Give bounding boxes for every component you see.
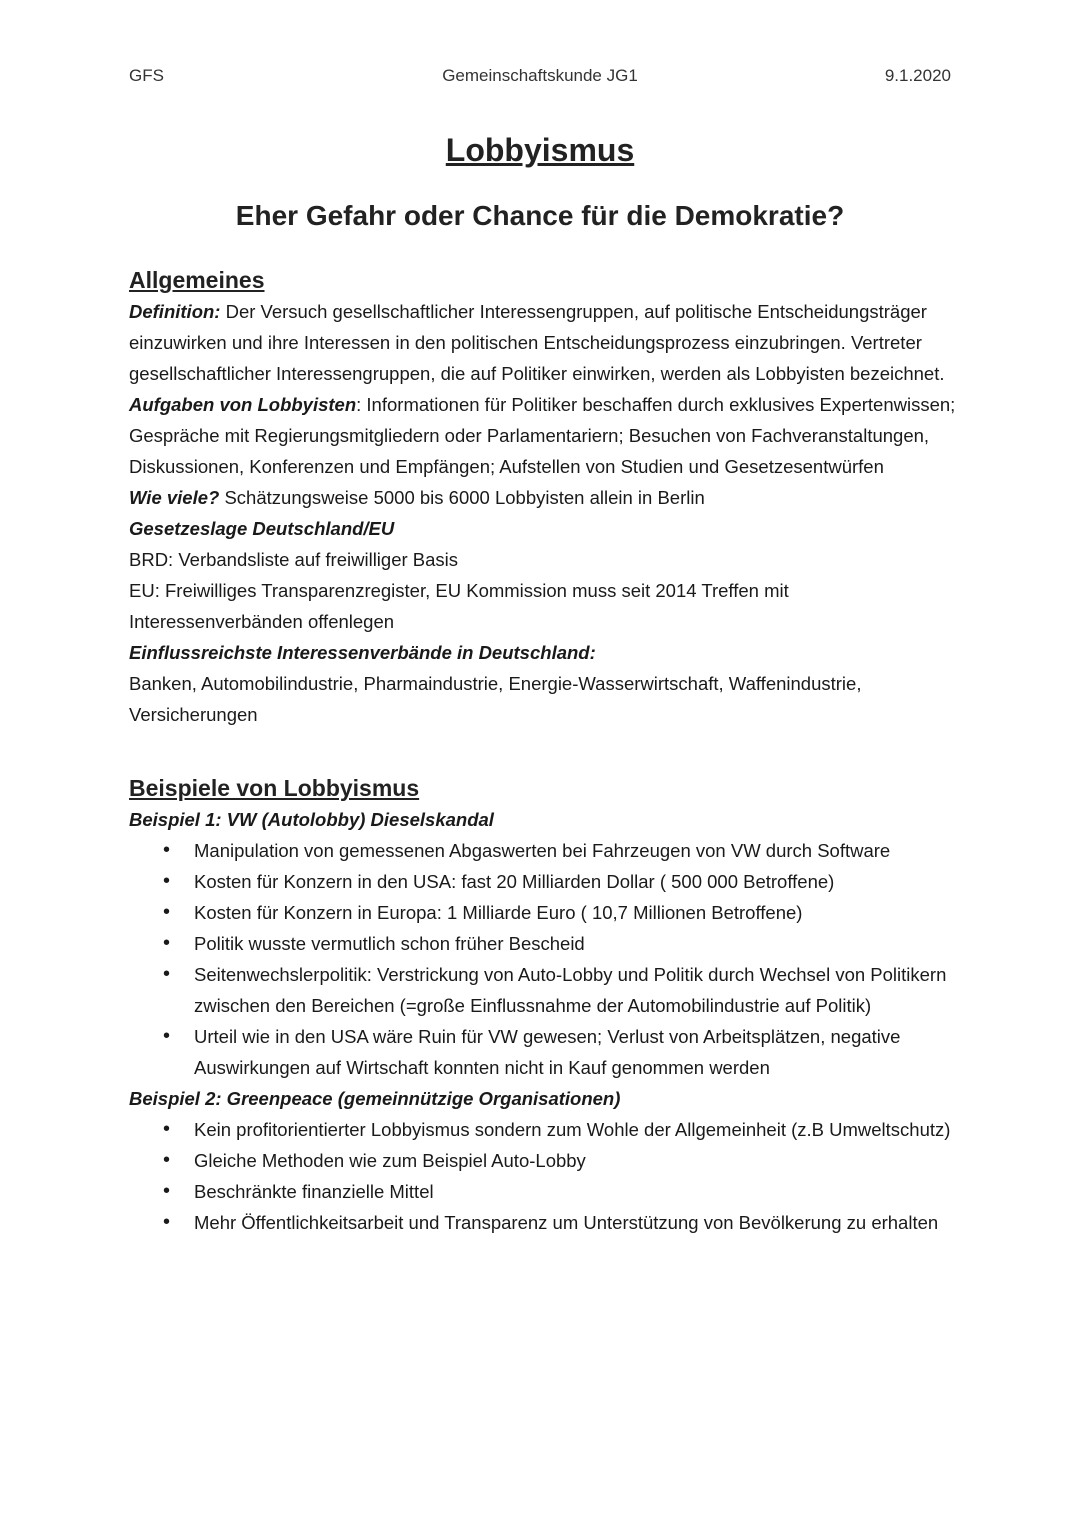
- einfluss-text: Banken, Automobilindustrie, Pharmaindustrie, Energie-Wasserwirtschaft, Waffenindustrie, Versicherungen: [129, 673, 862, 725]
- page-header: [129, 66, 951, 90]
- beispiel1-list: [129, 835, 959, 1083]
- wie-viele-label: Wie viele?: [129, 487, 220, 508]
- aufgaben-text: : Informationen für Politiker beschaffen durch exklusives Expertenwissen; Gespräche mit Regierungsmitgliedern oder Parlamentariern; Besuchen von Fachveranstaltungen, Diskussionen, Konferenzen und Empfängen; Aufstellen von Studien und Gesetzesentwürfen: [129, 394, 956, 477]
- list-item: • Manipulation von gemessenen Abgaswerten bei Fahrzeugen von VW durch Software: [194, 835, 959, 866]
- wie-viele-paragraph: [129, 482, 959, 513]
- list-item: • Kosten für Konzern in Europa: 1 Milliarde Euro ( 10,7 Millionen Betroffene): [194, 897, 959, 928]
- definition-label: Definition:: [129, 301, 221, 322]
- beispiel2-list: [129, 1114, 959, 1238]
- section-spacer: [129, 730, 959, 772]
- beispiel1-label: Beispiel 1: VW (Autolobby) Dieselskandal: [129, 809, 494, 830]
- document-body: [129, 264, 959, 1238]
- beispiel2-label: Beispiel 2: Greenpeace (gemeinnützige Organisationen): [129, 1088, 621, 1109]
- page-subtitle: Eher Gefahr oder Chance für die Demokratie?: [235, 200, 845, 231]
- header-date: 9.1.2020: [884, 66, 951, 85]
- einfluss-label: Einflussreichste Interessenverbände in Deutschland:: [129, 642, 596, 663]
- list-item: • Kosten für Konzern in den USA: fast 20 Milliarden Dollar ( 500 000 Betroffene): [194, 866, 959, 897]
- section-heading-beispiele: Beispiele von Lobbyismus: [129, 775, 420, 801]
- wie-viele-text: Schätzungsweise 5000 bis 6000 Lobbyisten allein in Berlin: [219, 487, 705, 508]
- header-left: GFS: [129, 66, 164, 85]
- section-heading-allgemeines: Allgemeines: [129, 267, 265, 293]
- list-item: • Beschränkte finanzielle Mittel: [194, 1176, 959, 1207]
- aufgaben-label: Aufgaben von Lobbyisten: [129, 394, 357, 415]
- list-item: • Mehr Öffentlichkeitsarbeit und Transparenz um Unterstützung von Bevölkerung zu erhalten: [194, 1207, 959, 1238]
- list-item: • Politik wusste vermutlich schon früher Bescheid: [194, 928, 959, 959]
- definition-paragraph: [129, 296, 959, 389]
- header-subject: Gemeinschaftskunde JG1: [442, 66, 638, 85]
- gesetzeslage-brd: BRD: Verbandsliste auf freiwilliger Basis: [129, 549, 459, 570]
- list-item: • Seitenwechslerpolitik: Verstrickung von Auto-Lobby und Politik durch Wechsel von Politikern zwischen den Bereichen (=große Einflussnahme der Automobilindustrie auf Politik): [194, 959, 959, 1021]
- definition-text: Der Versuch gesellschaftlicher Interessengruppen, auf politische Entscheidungsträger einzuwirken und ihre Interessen in den politischen Entscheidungsprozess einzubringen. Vertreter gesellschaftlicher Interessengruppen, die auf Politiker einwirken, werden als Lobbyisten bezeichnet.: [129, 301, 945, 384]
- gesetzeslage-eu: EU: Freiwilliges Transparenzregister, EU Kommission muss seit 2014 Treffen mit Interessenverbänden offenlegen: [129, 580, 789, 632]
- page-title: Lobbyismus: [445, 132, 635, 168]
- list-item: • Gleiche Methoden wie zum Beispiel Auto-Lobby: [194, 1145, 959, 1176]
- aufgaben-paragraph: [129, 389, 959, 482]
- list-item: • Urteil wie in den USA wäre Ruin für VW gewesen; Verlust von Arbeitsplätzen, negative Auswirkungen auf Wirtschaft konnten nicht in Kauf genommen werden: [194, 1021, 959, 1083]
- list-item: • Kein profitorientierter Lobbyismus sondern zum Wohle der Allgemeinheit (z.B Umweltschutz): [194, 1114, 959, 1145]
- gesetzeslage-label: Gesetzeslage Deutschland/EU: [129, 518, 395, 539]
